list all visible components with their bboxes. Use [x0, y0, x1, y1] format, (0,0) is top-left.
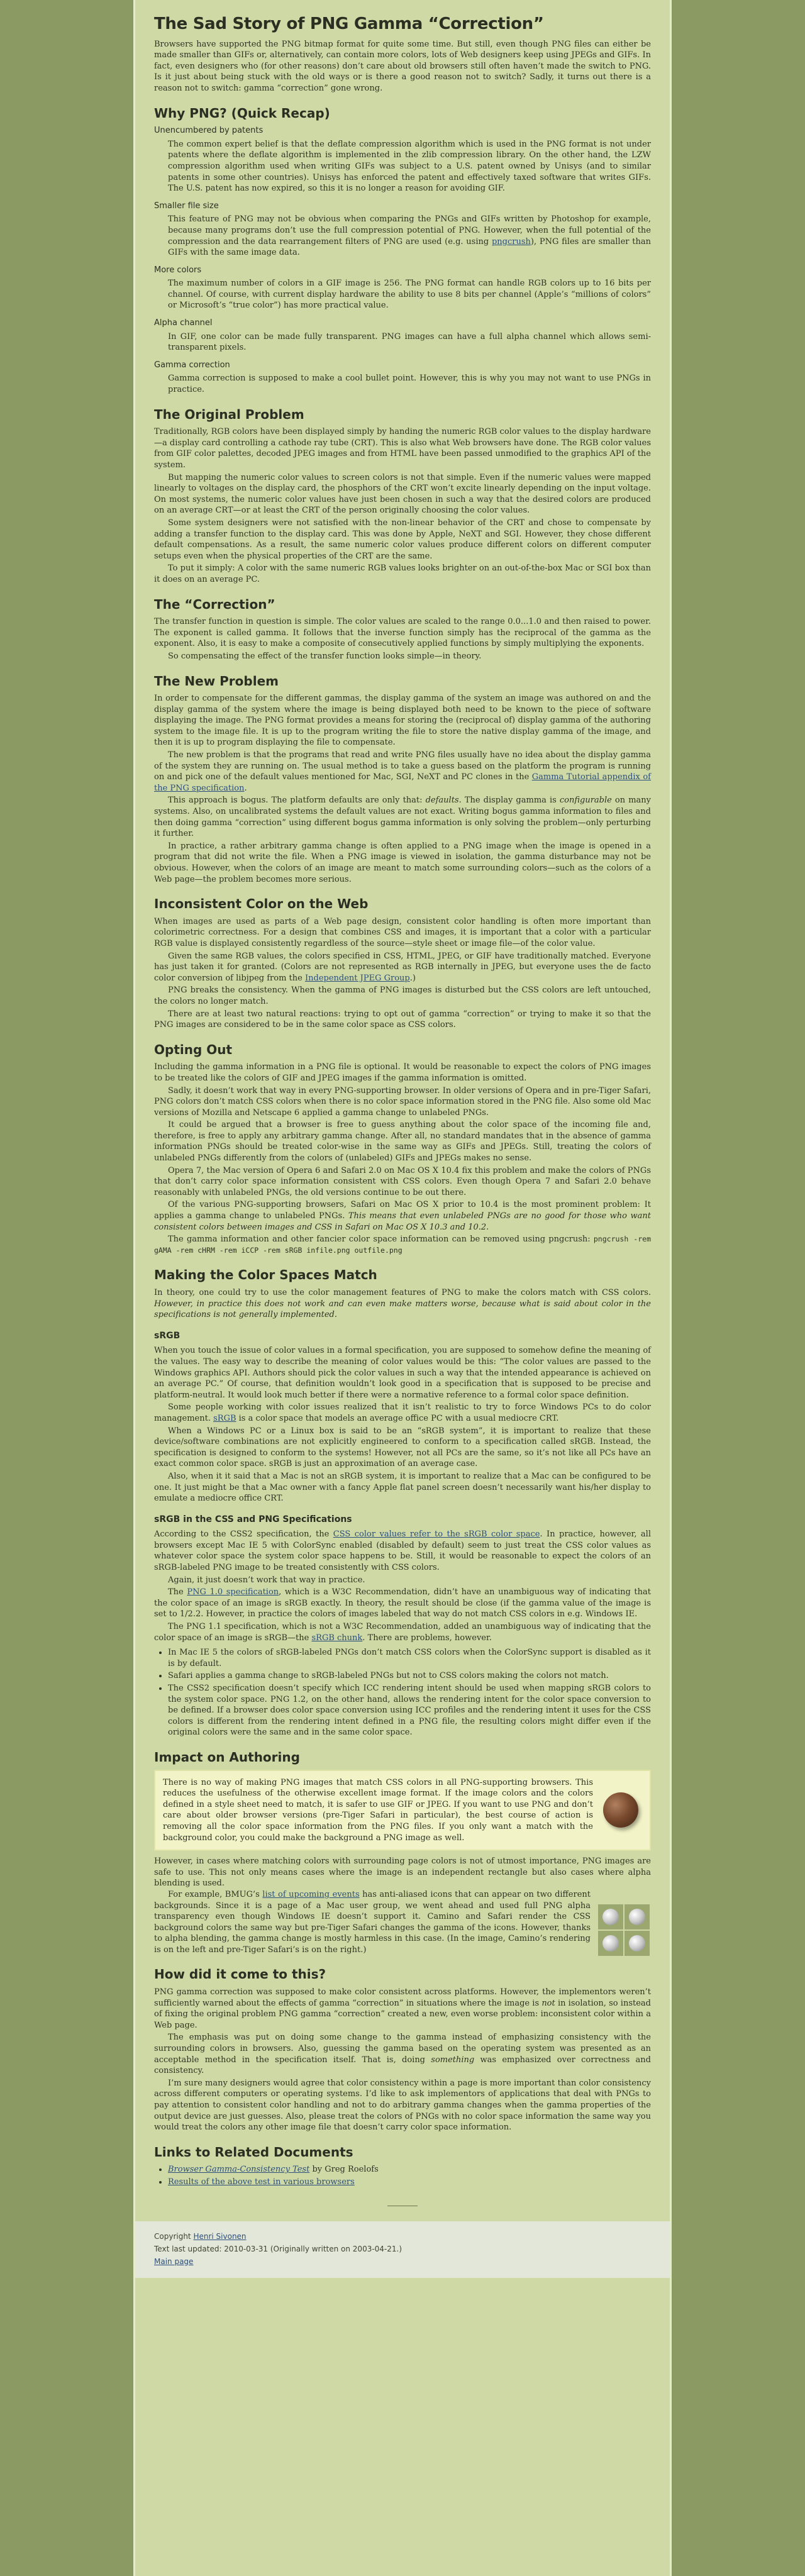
section-heading-how: How did it come to this?	[154, 1967, 326, 1982]
paragraph: The gamma information and other fancier color space information can be removed using pngcrush: pngcrush -rem gAMA -rem cHRM -rem iCCP -rem sRGB infile.png outfile.png	[154, 1235, 651, 1255]
paragraph: However, in cases where matching colors with surrounding page colors is not of utmost importance, PNG images are safe to use. This not only means cases where the image is an independent rectangle but also cases where alpha blending is used.	[154, 1857, 651, 1889]
paragraph: When a Windows PC or a Linux box is said to be an “sRGB system”, it is important to realize that these device/software combinations are not explicitly engineered to conform to a specification called sRGB. Instead, the specification is designed to conform to the systems! However, not all PCs are the same, so it’s not like all PCs have an exact common color space. sRGB is just an approximation of an average case.	[154, 1426, 651, 1469]
sample-cell	[625, 1904, 650, 1929]
paragraph: Traditionally, RGB colors have been displayed simply by handing the numeric RGB color values to the display hardware—a display card controlling a cathode ray tube (CRT). This is also what Web browsers have done. The RGB color values from GIF color palettes, decoded JPEG images and from HTML have been passed unmodified to the graphics API of the system.	[154, 427, 652, 470]
section-heading-impact: Impact on Authoring	[154, 1749, 300, 1765]
article	[135, 0, 670, 2278]
definition-patents: The common expert belief is that the deflate compression algorithm which is used in the PNG format is not under patents where the deflate algorithm is implemented in the zlib compression library. On the other hand, the LZW compression algorithm used when writing GIFs was subject to a U.S. patent owned by Unisys (and to similar patents in some other countries). Unisys has enforced the patent and effectively taxed software that writes GIFs. The U.S. patent has now expired, so this it is no longer a reason for avoiding GIF.	[168, 139, 651, 194]
paragraph: When you touch the issue of color values in a formal specification, you are supposed to somehow define the meaning of the values. The easy way to describe the meaning of color values would be this: “The color values are passed to the Windows graphics API. Authors should pick the color values in such a way that the intended appearance is achieved on an average PC.” Of course, that definition wouldn’t look good in a specification that is supposed to be precise and platform-neutral. It would look much better if there were a normative reference to a formal color space definition.	[154, 1346, 651, 1400]
paragraph: Of the various PNG-supporting browsers, Safari on Mac OS X prior to 10.4 is the most prominent problem: It applies a gamma change to unlabeled PNGs. This means that even unlabeled PNGs are no good for those who want consistent colors between images and CSS in Safari on Mac OS X 10.3 and 10.2.	[154, 1200, 651, 1232]
gamma-test-link[interactable]: Browser Gamma-Consistency Test	[168, 2165, 310, 2175]
main-page-link[interactable]: Main page	[154, 2257, 194, 2266]
png-spec-link[interactable]: PNG 1.0 specification	[187, 1587, 279, 1597]
callout-text: There is no way of making PNG images that match CSS colors in all PNG-supporting browsers. This reduces the usefulness of the otherwise excellent image format. If the image colors and the colors defined in a style sheet need to match, it is safer to use GIF or JPEG. If you want to use PNG and don’t care about older browser versions (pre-Tiger Safari in particular), the best course of action is removing all the color space information from the PNG files. If you only want a match with the background color, you could make the background a PNG image as well.	[163, 1777, 593, 1843]
paragraph: Sadly, it doesn’t work that way in every PNG-supporting browser. In older versions of Opera and in pre-Tiger Safari, PNG colors don’t match CSS colors when there is no color space information stored in the PNG file. Also some old Mac versions of Mozilla and Netscape 6 applied a gamma change to unlabeled PNGs.	[154, 1085, 651, 1118]
paragraph: It could be argued that a browser is free to guess anything about the color space of the incoming file and, therefore, is free to apply any arbitrary gamma change. After all, no standard mandates that in the absence of gamma information PNGs should be treated color-wise in the same way as GIFs and JPEGs. Still, treating the colors of unlabeled PNGs differently from the colors of (unlabeled) GIFs and JPEGs makes no sense.	[154, 1120, 651, 1163]
paragraph: The PNG 1.1 specification, which is not a W3C Recommendation, added an unambiguous way of indicating that the color space of an image is sRGB—the sRGB chunk. There are problems, however.	[154, 1622, 651, 1643]
section-heading-original-problem: The Original Problem	[154, 406, 304, 422]
paragraph: Some system designers were not satisfied with the non-linear behavior of the CRT and chose to compensate by adding a transfer function to the display card. This was done by Apple, NeXT and SGI. However, they chose different default compensations. As a result, the same numeric color values produce different colors on different computer setups even when the physical properties of the CRT are the same.	[154, 518, 651, 561]
paragraph: The transfer function in question is simple. The color values are scaled to the range 0.0...1.0 and then raised to power. The exponent is called gamma. It follows that the inverse function simply has the reciprocal of the gamma as the exponent. Also, it is easy to make a composite of consecutively applied functions by simply multiplying the exponents.	[154, 617, 651, 649]
paragraph: The emphasis was put on doing some change to the gamma instead of emphasizing consistency with the surrounding colors in browsers. Also, guessing the gamma based on the operating system was presented as an acceptable method in the specification itself. That is, doing something was emphasized over correctness and consistency.	[154, 2033, 651, 2076]
paragraph: There are at least two natural reactions: trying to opt out of gamma “correction” or trying to make it so that the PNG images are considered to be in the same color space as CSS colors.	[154, 1009, 651, 1030]
list-item: • The CSS2 specification doesn’t specify which ICC rendering intent should be used when mapping sRGB colors to the system color space. PNG 1.2, on the other hand, allows the rendering intent for the color space conversion to be defined. If a browser does color space conversion using ICC profiles and the rendering intent it uses for the CSS colors is different from the rendering intent defined in a PNG file, the resulting colors might differ even if the original colors were the same and in the same color space.	[168, 1683, 651, 1738]
paragraph: PNG breaks the consistency. When the gamma of PNG images is disturbed but the CSS colors are left untouched, the colors no longer match.	[154, 985, 651, 1006]
intro-paragraph: Browsers have supported the PNG bitmap format for quite some time. But still, even though PNG files can either be made smaller than GIFs or, alternatively, can contain more colors, lots of Web designers keep using JPEGs and GIFs. In fact, even designers who (for other reasons) don’t care about old browsers still often haven’t made the switch to PNG. Is it just about being stuck with the old ways or is there a good reason not to switch? Sadly, it turns out there is a reason not to switch: gamma “correction” gone wrong.	[154, 39, 651, 93]
pngcrush-command: pngcrush -rem gAMA -rem cHRM -rem iCCP -rem sRGB infile.png outfile.png	[154, 1235, 651, 1255]
bmug-events-link[interactable]: list of upcoming events	[262, 1889, 360, 1899]
shaded-ball-image	[603, 1792, 638, 1828]
term-patents: Unencumbered by patents	[154, 126, 264, 136]
section-heading-new-problem: The New Problem	[154, 673, 279, 689]
definition-alpha-channel: In GIF, one color can be made fully transparent. PNG images can have a full alpha channel which allows semi-transparent pixels.	[168, 331, 651, 353]
section-heading-color-spaces: Making the Color Spaces Match	[154, 1267, 377, 1283]
srgb-link[interactable]: sRGB	[213, 1413, 236, 1423]
page-column	[133, 0, 672, 2576]
term-file-size: Smaller file size	[154, 201, 219, 211]
ijg-link[interactable]: Independent JPEG Group	[304, 973, 410, 983]
sample-cell	[598, 1931, 623, 1956]
definition-file-size: This feature of PNG may not be obvious when comparing the PNGs and GIFs written by Photoshop for example, because many programs don’t use the full compression potential of PNG. However, when the full potential of the compression and the data rearrangement filters of PNG are used (e.g. using pngcrush), PNG files are smaller than GIFs with the same image data.	[168, 214, 651, 258]
definition-gamma-correction: Gamma correction is supposed to make a cool bullet point. However, this is why you may not want to use PNGs in practice.	[168, 374, 651, 395]
section-heading-inconsistent-color: Inconsistent Color on the Web	[154, 896, 369, 912]
term-gamma-correction: Gamma correction	[154, 360, 230, 370]
section-heading-correction: The “Correction”	[154, 596, 275, 612]
paragraph: Some people working with color issues realized that it isn’t realistic to try to force Windows PCs to do color management. sRGB is a color space that models an average office PC with a usual mediocre CRT.	[154, 1402, 651, 1423]
paragraph: PNG gamma correction was supposed to make color consistent across platforms. However, the implementors weren’t sufficiently warned about the effects of gamma “correction” in situations where the image is not in isolation, so instead of fixing the original problem PNG gamma “correction” created a new, even worse problem: inconsistent color within a Web page.	[154, 1987, 652, 2030]
page-title: The Sad Story of PNG Gamma “Correction”	[154, 14, 544, 33]
paragraph: In practice, a rather arbitrary gamma change is often applied to a PNG image when the image is opened in a program that did not write the file. When a PNG image is viewed in isolation, the gamma disturbance may not be obvious. However, when the colors of an image are meant to match some surrounding colors—such as the colors of a Web page—the problem becomes more serious.	[154, 841, 651, 884]
paragraph: Again, it just doesn’t work that way in practice.	[168, 1575, 365, 1585]
paragraph: Given the same RGB values, the colors specified in CSS, HTML, JPEG, or GIF have traditionally matched. Everyone has just taken it for granted. (Colors are not represented as RGB internally in JPEG, but everyone uses the de facto color conversion of libjpeg from the Independent JPEG Group.)	[154, 951, 651, 983]
paragraph: But mapping the numeric color values to screen colors is not that simple. Even if the numeric values were mapped linearly to voltages on the display card, the phosphors of the CRT won’t excite linearly depending on the input voltage. On most systems, the numeric color values have just been chosen in such a way that the desired colors are produced on an average CRT—or at least the CRT of the person originally choosing the color values.	[154, 472, 651, 516]
summary-callout	[154, 1770, 651, 1852]
paragraph: According to the CSS2 specification, the CSS color values refer to the sRGB color space. In practice, however, all browsers except Mac IE 5 with ColorSync enabled (disabled by default) seem to just treat the CSS color values as whatever color space the system color space happens to be. Still, it would be reasonable to expect the colors of an sRGB-labeled PNG image to be treated consistently with CSS colors.	[154, 1530, 651, 1573]
paragraph: The PNG 1.0 specification, which is a W3C Recommendation, didn’t have an unambiguous way of indicating that the color space of an image is sRGB exactly. In theory, the result should be close (if the gamma value of the image is set to 1/2.2. However, in practice the colors of images labeled that way do not match CSS colors in e.g. Windows IE.	[154, 1587, 652, 1619]
gamma-tutorial-link[interactable]: Gamma Tutorial appendix of the PNG specification	[154, 772, 651, 793]
last-updated: Text last updated: 2010-03-31 (Originally written on 2003-04-21.)	[154, 2244, 402, 2253]
list-item	[168, 2177, 651, 2188]
definition-more-colors: The maximum number of colors in a GIF image is 256. The PNG format can handle RGB colors up to 16 bits per channel. Of course, with current display hardware the ability to use 8 bits per channel (Apple’s “millions of colors” or Microsoft’s “true color”) has more practical value.	[168, 279, 651, 311]
paragraph: The new problem is that the programs that read and write PNG files usually have no idea about the display gamma of the system they are running on. The usual method is to take a guess based on the platform the program is running on and pick one of the default values mentioned for Mac, SGI, NeXT and PC clones in the Gamma Tutorial appendix of the PNG specification.	[154, 750, 651, 793]
icon-example-block	[154, 1889, 651, 1956]
section-heading-srgb: sRGB	[154, 1330, 180, 1341]
paragraph: When images are used as parts of a Web page design, consistent color handling is often more important than colorimetric correctness. For a design that combines CSS and images, it is important that a color with a particular RGB value is displayed consistently regardless of the source—style sheet or image file—of the color value.	[154, 916, 651, 948]
paragraph: In theory, one could try to use the color management features of PNG to make the colors match with CSS colors. However, in practice this does not work and can even make matters worse, because what is said about color in the specifications is not generally implemented.	[154, 1288, 651, 1320]
paragraph: For example, BMUG’s list of upcoming events has anti-aliased icons that can appear on two different backgrounds. Since it is a page of a Mac user group, we went ahead and used full PNG alpha transparency even though Windows IE doesn’t support it. Camino and Safari render the CSS background colors the same way but pre-Tiger Safari changes the gamma of the icons. However, thanks to alpha blending, the gamma change is mostly harmless in this case. (In the image, Camino’s rendering is on the left and pre-Tiger Safari’s is on the right.)	[154, 1889, 591, 1955]
author-link[interactable]: Henri Sivonen	[193, 2231, 247, 2241]
sample-cell	[598, 1904, 623, 1929]
related-links-list	[154, 2164, 651, 2187]
list-item: • In Mac IE 5 the colors of sRGB-labeled PNGs don’t match CSS colors when the ColorSync support is disabled as it is by default.	[168, 1647, 651, 1669]
footer	[135, 2221, 670, 2278]
paragraph: This approach is bogus. The platform defaults are only that: defaults. The display gamma is configurable on many systems. Also, on uncalibrated systems the default values are not exact. Writing bogus gamma information to files and then doing gamma “correction” using different bogus gamma information is only solving the problem—only perturbing it further.	[154, 796, 651, 839]
paragraph: Also, when it it said that a Mac is not an sRGB system, it is important to realize that a Mac can be configured to be one. It just might be that a Mac owner with a fancy Apple flat panel screen doesn’t necessarily want his/her display to emulate a mediocre office CRT.	[154, 1471, 651, 1504]
term-alpha-channel: Alpha channel	[154, 318, 213, 328]
srgb-chunk-link[interactable]: sRGB chunk	[311, 1633, 363, 1643]
list-item: • Browser Gamma-Consistency Test by Greg Roelofs	[168, 2164, 651, 2175]
paragraph: Including the gamma information in a PNG file is optional. It would be reasonable to expect the colors of PNG images to be treated like the colors of GIF and JPEG images if the gamma information is omitted.	[154, 1062, 651, 1083]
section-heading-links: Links to Related Documents	[154, 2144, 353, 2160]
pngcrush-link[interactable]: pngcrush	[491, 236, 531, 247]
section-heading-why-png: Why PNG? (Quick Recap)	[154, 105, 330, 121]
section-heading-opting-out: Opting Out	[154, 1041, 233, 1057]
paragraph: To put it simply: A color with the same numeric RGB values looks brighter on an out-of-the-box Mac or SGI box than it does on an average PC.	[154, 564, 651, 584]
icon-rendering-comparison-image	[598, 1904, 650, 1956]
problem-list	[154, 1647, 651, 1738]
paragraph: I’m sure many designers would agree that color consistency within a page is more important than color consistency across different computers or operating systems. I’d like to ask implementors of applications that deal with PNGs to pay attention to consistent color handling and not to do arbitrary gamma changes when the gamma properties of the output device are just guesses. Also, please treat the colors of PNGs with no color space information the same way you would treat the colors any other image file that doesn’t carry color space information.	[154, 2078, 651, 2133]
copyright-line: Copyright Henri Sivonen	[154, 2231, 247, 2241]
css-srgb-link[interactable]: CSS color values refer to the sRGB color space	[333, 1530, 540, 1540]
list-item: • Safari applies a gamma change to sRGB-labeled PNGs but not to CSS colors making the colors not match.	[168, 1670, 651, 1682]
paragraph: Opera 7, the Mac version of Opera 6 and Safari 2.0 on Mac OS X 10.4 fix this problem and make the colors of PNGs that don’t carry color space information consistent with CSS colors. Even though Opera 7 and Safari 2.0 behave reasonably with unlabeled PNGs, the old versions continue to be out there.	[154, 1165, 651, 1197]
paragraph: In order to compensate for the different gammas, the display gamma of the system an image was authored on and the display gamma of the system where the image is being displayed both need to be known to the piece of software displaying the image. The PNG format provides a means for storing the (reciprocal of) display gamma of the authoring system to the image file. It is up to the program writing the file to store the native display gamma of the image, and then it is up to program displaying the file to compensate.	[154, 694, 651, 748]
section-heading-srgb-css-png: sRGB in the CSS and PNG Specifications	[154, 1514, 352, 1524]
term-more-colors: More colors	[154, 265, 202, 275]
test-results-link[interactable]: Results of the above test in various browsers	[168, 2177, 355, 2187]
sample-cell	[625, 1931, 650, 1956]
paragraph: So compensating the effect of the transfer function looks simple—in theory.	[168, 651, 482, 661]
